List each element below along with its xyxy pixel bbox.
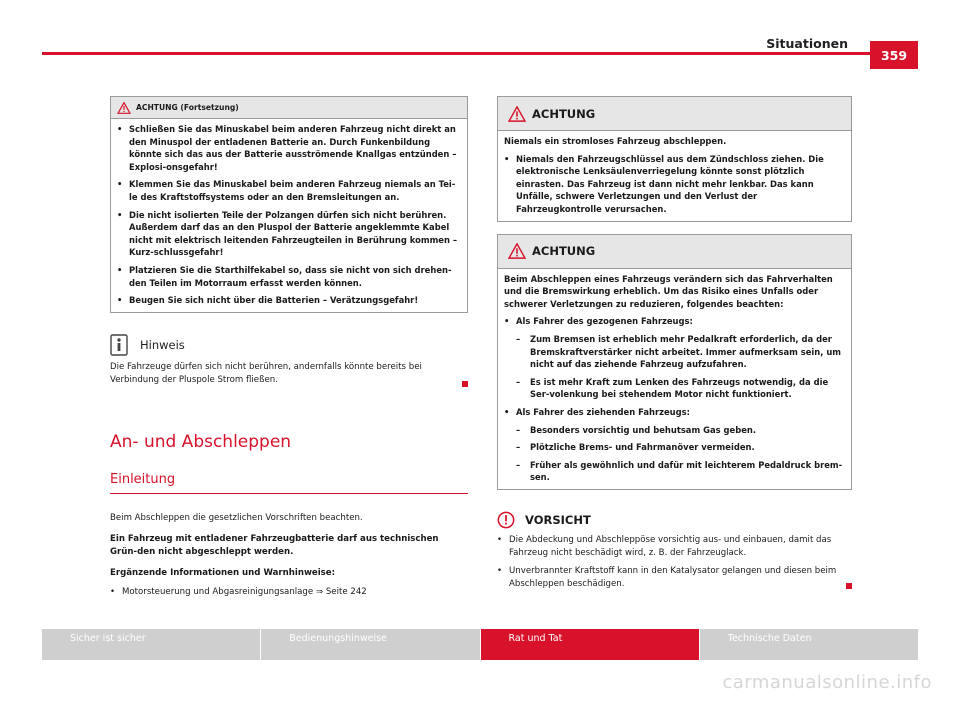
note-title: Hinweis — [140, 337, 185, 352]
sub-list-item: – Besonders vorsichtig und behutsam Gas geben. — [504, 424, 845, 437]
header-rule — [42, 52, 918, 55]
caution-body — [497, 534, 852, 594]
sub-list-item: – Früher als gewöhnlich und dafür mit leichterem Pedaldruck brem-sen. — [504, 459, 845, 484]
page-number: 359 — [870, 41, 918, 69]
sub-list-item: – Es ist mehr Kraft zum Lenken des Fahrzeugs notwendig, da die Ser-volenkung bei stehendem Motor nicht funktioniert. — [504, 376, 845, 401]
list-item: • Beugen Sie sich nicht über die Batterien – Verätzungsgefahr! — [117, 294, 461, 307]
warning-box-header — [111, 97, 467, 119]
right-column — [497, 96, 852, 594]
warning-box-2 — [497, 234, 852, 490]
warning-intro: Beim Abschleppen eines Fahrzeugs verändern sich das Fahrverhalten und die Bremswirkung erheblich. Um das Risiko eines Unfalls oder schwerer Verletzungen zu reduzieren, folgendes beachten: — [504, 273, 833, 309]
sub-title: Einleitung — [110, 472, 468, 494]
warning-box-title: ACHTUNG (Fortsetzung) — [136, 103, 239, 112]
footer-tab-bedienung[interactable]: Bedienungshinweise — [261, 629, 480, 660]
caution-exclamation-icon — [497, 511, 515, 529]
footer-tab-sicher[interactable]: Sicher ist sicher — [42, 629, 261, 660]
warning-box-title: ACHTUNG — [532, 106, 596, 121]
footer-nav — [42, 629, 918, 660]
footer-tab-rat-und-tat[interactable]: Rat und Tat — [481, 629, 700, 660]
warning-box-body — [498, 131, 851, 221]
paragraph-bold: Ergänzende Informationen und Warnhinweise: — [110, 567, 336, 578]
caution-header — [497, 510, 852, 530]
warning-box-body — [498, 269, 851, 489]
paragraph: Beim Abschleppen die gesetzlichen Vorschriften beachten. — [110, 512, 363, 523]
paragraph-bold: Ein Fahrzeug mit entladener Fahrzeugbatterie darf aus technischen Grün-den nicht abgeschleppt werden. — [110, 533, 439, 557]
caution-block — [497, 510, 852, 594]
caution-title: VORSICHT — [525, 512, 591, 527]
warning-box-1 — [497, 96, 852, 222]
section-title: An- und Abschleppen — [110, 431, 292, 452]
chapter-title: Situationen — [766, 36, 848, 51]
list-item: • Platzieren Sie die Starthilfekabel so, dass sie nicht von sich drehen-den Teilen im Motorraum erfasst werden können. — [117, 264, 461, 289]
note-header — [110, 333, 468, 357]
sub-list-item: – Plötzliche Brems- und Fahrmanöver vermeiden. — [504, 441, 845, 454]
sub-list-item: – Zum Bremsen ist erheblich mehr Pedalkraft erforderlich, da der Bremskraftverstärker nicht arbeitet. Immer aufmerksam sein, um nicht auf das ziehende Fahrzeug aufzufahren. — [504, 333, 845, 371]
footer-tab-technische-daten[interactable]: Technische Daten — [700, 629, 918, 660]
left-column — [110, 96, 468, 604]
list-item: • Klemmen Sie das Minuskabel beim anderen Fahrzeug niemals an Tei-le des Kraftstoffsystems oder an den Bremsleitungen an. — [117, 178, 461, 203]
warning-box-body — [111, 119, 467, 312]
list-item: • Als Fahrer des ziehenden Fahrzeugs: — [504, 406, 845, 419]
section-end-marker — [462, 381, 468, 387]
list-item: • Schließen Sie das Minuskabel beim anderen Fahrzeug nicht direkt an den Minuspol der entladenen Batterie an. Durch Funkenbildung könnte sich das aus der Batterie ausströmende Knallgas entzünden – Explosi-onsgefahr! — [117, 123, 461, 173]
watermark: carmanualsonline.info — [722, 672, 932, 693]
warning-triangle-icon — [508, 243, 526, 259]
list-item: • Die Abdeckung und Abschleppöse vorsichtig aus- und einbauen, damit das Fahrzeug nicht beschädigt wird, z. B. der Fahrzeuglack. — [497, 534, 852, 560]
list-item: • Als Fahrer des gezogenen Fahrzeugs: — [504, 315, 845, 328]
note-text — [110, 361, 468, 392]
warning-box-header — [498, 97, 851, 131]
list-item: • Niemals den Fahrzeugschlüssel aus dem Zündschloss ziehen. Die elektronische Lenksäulenverriegelung könnte sonst plötzlich einrasten. Das Fahrzeug ist dann nicht mehr lenkbar. Das kann Unfälle, schwere Verletzungen und den Verlust der Fahrzeugkontrolle verursachen. — [504, 153, 845, 216]
warning-triangle-icon — [117, 102, 131, 114]
list-item: • Die nicht isolierten Teile der Polzangen dürfen sich nicht berühren. Außerdem darf das an den Pluspol der Batterie angeklemmte Kabel nicht mit elektrisch leitenden Fahrzeugteilen in Berührung kommen – Kurz-schlussgefahr! — [117, 209, 461, 259]
warning-triangle-icon — [508, 106, 526, 122]
note-text-content: Die Fahrzeuge dürfen sich nicht berühren, andernfalls könnte bereits bei Verbindung der Pluspole Strom fließen. — [110, 361, 422, 385]
list-item: • Unverbrannter Kraftstoff kann in den Katalysator gelangen und diesen beim Abschleppen beschädigen. — [497, 565, 852, 591]
note-block — [110, 333, 468, 392]
warning-box-continued — [110, 96, 468, 313]
cross-reference-link[interactable]: • Motorsteuerung und Abgasreinigungsanlage ⇒ Seite 242 — [110, 586, 468, 599]
warning-box-title: ACHTUNG — [532, 244, 596, 259]
warning-intro: Niemals ein stromloses Fahrzeug abschleppen. — [504, 136, 727, 146]
info-note-icon — [110, 334, 128, 356]
warning-box-header — [498, 235, 851, 269]
